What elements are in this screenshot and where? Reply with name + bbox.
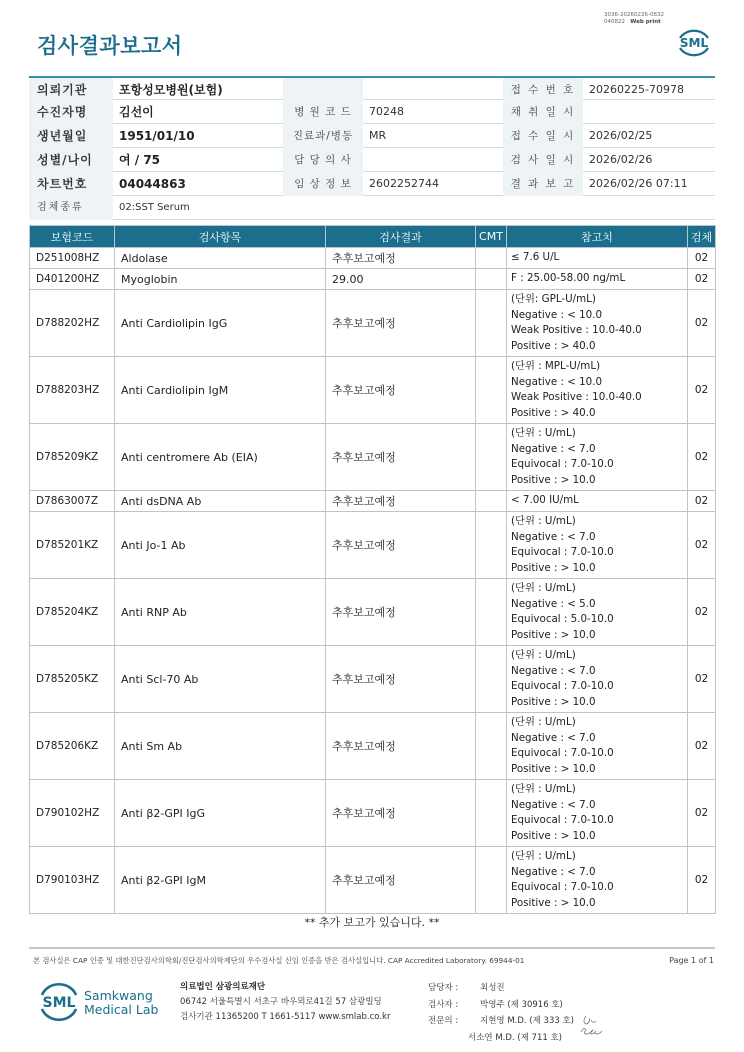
page-number: Page 1 of 1 [669,956,714,965]
test-name: Anti β2-GPI IgG [115,780,326,847]
test-name: Anti Scl-70 Ab [115,646,326,713]
comment [476,424,507,491]
info-value: 2026/02/25 [589,129,653,142]
col-header-cmt: CMT [476,226,507,248]
test-name: Anti RNP Ab [115,579,326,646]
reference-line: Negative : < 7.0 [511,798,596,811]
staff-entry [428,1013,574,1030]
insurance-code: D785206KZ [30,713,115,780]
reference-line: Positive : > 10.0 [511,896,596,909]
specimen-label: 검체종류 [29,196,113,220]
reference-line: Negative : < 5.0 [511,597,596,610]
comment [476,248,507,269]
specimen-code: 02 [688,357,716,424]
info-label: 차트번호 [29,172,113,196]
footer-divider [29,947,715,949]
reference-range [507,290,688,357]
reference-line: Weak Positive : 10.0-40.0 [511,391,642,403]
staff-role: 담당자 : [428,983,459,993]
reference-line: (단위 : U/mL) [511,850,576,862]
info-value: 70248 [369,105,404,118]
staff-name: 서소연 M.D. (제 711 호) [468,1032,563,1043]
org-contact: 검사기관 11365200 T 1661-5117 www.smlab.co.kr [180,1012,391,1022]
reference-line: Positive : > 10.0 [511,829,596,842]
col-header-reference: 참고치 [507,226,688,248]
insurance-code: D788202HZ [30,290,115,357]
info-label: 검 사 일 시 [503,148,583,172]
reference-line: Negative : < 7.0 [511,731,596,744]
insurance-code: D785201KZ [30,512,115,579]
test-result: 추후보고예정 [326,579,476,646]
info-label: 생년월일 [29,124,113,148]
insurance-code: D251008HZ [30,248,115,269]
reference-line: ≤ 7.6 U/L [511,251,560,264]
test-result: 추후보고예정 [326,248,476,269]
col-header-specimen: 검체 [688,226,716,248]
test-name: Anti dsDNA Ab [115,491,326,512]
reference-line: Equivocal : 7.0-10.0 [511,546,614,558]
staff-name: 박영주 (제 30916 호) [480,999,563,1010]
insurance-code: D790103HZ [30,847,115,914]
info-label: 진료과/병동 [283,124,363,148]
staff-role: 전문의 : [428,1016,459,1026]
reference-line: (단위 : U/mL) [511,783,576,795]
staff-name: 지현영 M.D. (제 333 호) [480,1016,575,1026]
table-row [30,248,716,269]
comment [476,491,507,512]
reference-line: Equivocal : 7.0-10.0 [511,680,614,692]
info-value [589,100,715,124]
reference-range [507,512,688,579]
info-value: 2026/02/26 [589,153,653,166]
specimen-code: 02 [688,491,716,512]
test-result: 추후보고예정 [326,357,476,424]
table-row [30,424,716,491]
comment [476,357,507,424]
doc-code-number: 040822 [604,19,625,25]
test-result: 추후보고예정 [326,713,476,780]
comment [476,512,507,579]
info-label: 결 과 보 고 [503,172,583,196]
info-label: 수진자명 [29,100,113,124]
info-label [283,78,363,102]
reference-range [507,248,688,269]
footer-brand [84,989,158,1017]
footer-organization [180,980,390,1025]
reference-range [507,424,688,491]
info-value: 2602252744 [369,177,439,190]
test-name: Anti Cardiolipin IgM [115,357,326,424]
col-header-result: 검사결과 [326,226,476,248]
info-label: 접 수 일 시 [503,124,583,148]
info-row [29,124,715,148]
insurance-code: D785204KZ [30,579,115,646]
reference-line: Positive : > 10.0 [511,628,596,641]
table-row [30,579,716,646]
comment [476,269,507,290]
reference-line: Negative : < 7.0 [511,442,596,455]
reference-line: Equivocal : 5.0-10.0 [511,613,614,625]
info-row [29,76,715,100]
table-row [30,847,716,914]
table-row [30,269,716,290]
info-value [369,78,499,102]
reference-line: (단위 : MPL-U/mL) [511,360,601,372]
test-name: Anti β2-GPI IgM [115,847,326,914]
info-label: 채 취 일 시 [503,100,583,124]
table-row [30,491,716,512]
signature-image [578,1010,610,1042]
info-label: 병 원 코 드 [283,100,363,124]
test-result: 추후보고예정 [326,646,476,713]
patient-info-table [29,76,715,220]
insurance-code: D785205KZ [30,646,115,713]
specimen-value: 02:SST Serum [119,202,190,213]
brand-line1: Samkwang [84,988,153,1003]
org-address: 06742 서울특별시 서초구 바우뫼로41길 57 삼광빌딩 [180,997,382,1007]
comment [476,847,507,914]
test-result: 추후보고예정 [326,780,476,847]
specimen-code: 02 [688,713,716,780]
info-value: MR [369,129,387,142]
reference-line: Equivocal : 7.0-10.0 [511,814,614,826]
table-row [30,290,716,357]
info-row [29,100,715,124]
test-result: 추후보고예정 [326,424,476,491]
brand-line2: Medical Lab [84,1002,159,1017]
specimen-row [29,196,715,220]
reference-line: (단위 : U/mL) [511,582,576,594]
staff-entry [428,997,574,1014]
info-row [29,172,715,196]
test-name: Myoglobin [115,269,326,290]
reference-line: (단위 : U/mL) [511,427,576,439]
reference-range [507,357,688,424]
doc-code-line1: 3036-20260226-0832 [604,12,664,18]
specimen-code: 02 [688,512,716,579]
specimen-code: 02 [688,290,716,357]
specimen-code: 02 [688,780,716,847]
reference-line: Equivocal : 7.0-10.0 [511,747,614,759]
reference-range [507,491,688,512]
info-value: 2026/02/26 07:11 [589,177,688,190]
info-label: 담 당 의 사 [283,148,363,172]
footer-staff [428,980,574,1046]
table-row [30,713,716,780]
test-result: 추후보고예정 [326,847,476,914]
test-name: Anti Sm Ab [115,713,326,780]
reference-line: (단위 : U/mL) [511,515,576,527]
col-header-code: 보험코드 [30,226,115,248]
reference-line: Negative : < 10.0 [511,308,603,321]
reference-range [507,847,688,914]
logo-text: SML [679,36,709,50]
reference-line: Positive : > 10.0 [511,695,596,708]
specimen-code: 02 [688,579,716,646]
comment [476,290,507,357]
test-result: 29.00 [326,269,476,290]
info-label: 성별/나이 [29,148,113,172]
staff-name: 최성진 [480,983,505,993]
info-row [29,148,715,172]
reference-line: < 7.00 IU/mL [511,494,579,507]
specimen-code: 02 [688,248,716,269]
reference-line: F : 25.00-58.00 ng/mL [511,272,626,285]
insurance-code: D790102HZ [30,780,115,847]
comment [476,780,507,847]
table-row [30,646,716,713]
specimen-code: 02 [688,424,716,491]
col-header-item: 검사항목 [115,226,326,248]
footer-logo-text: SML [42,995,76,1011]
comment [476,713,507,780]
reference-line: Negative : < 7.0 [511,530,596,543]
reference-line: Negative : < 7.0 [511,664,596,677]
reference-line: Weak Positive : 10.0-40.0 [511,324,642,336]
test-name: Anti Jo-1 Ab [115,512,326,579]
sml-logo [674,25,714,65]
reference-line: (단위 : U/mL) [511,716,576,728]
test-name: Anti Cardiolipin IgG [115,290,326,357]
info-label: 접 수 번 호 [503,78,583,102]
specimen-code: 02 [688,646,716,713]
test-name: Anti centromere Ab (EIA) [115,424,326,491]
info-value [369,148,499,172]
info-label: 의뢰기관 [29,78,113,102]
info-label: 임 상 정 보 [283,172,363,196]
info-value: 포항성모병원(보험) [119,83,223,97]
test-result: 추후보고예정 [326,491,476,512]
document-code [604,12,664,26]
page-title: 검사결과보고서 [37,34,183,58]
table-row [30,512,716,579]
reference-line: Equivocal : 7.0-10.0 [511,881,614,893]
org-name: 의료법인 삼광의료재단 [180,982,266,992]
reference-line: (단위 : U/mL) [511,649,576,661]
table-row [30,780,716,847]
additional-report-notice: ** 추가 보고가 있습니다. ** [304,916,440,929]
test-result: 추후보고예정 [326,290,476,357]
reference-range [507,780,688,847]
results-header-row [30,226,716,248]
footer-logo-icon [37,980,81,1028]
reference-line: Positive : > 40.0 [511,339,596,352]
reference-range [507,579,688,646]
test-name: Aldolase [115,248,326,269]
results-table [29,225,716,914]
info-value: 20260225-70978 [589,83,684,96]
staff-entry [428,1030,574,1047]
info-value: 여 / 75 [119,153,161,167]
info-value: 1951/01/10 [119,129,195,143]
staff-role: 검사자 : [428,999,459,1010]
staff-entry [428,980,574,997]
info-value: 김선이 [119,105,154,119]
reference-range [507,269,688,290]
specimen-code: 02 [688,847,716,914]
insurance-code: D7863007Z [30,491,115,512]
insurance-code: D785209KZ [30,424,115,491]
reference-line: (단위: GPL-U/mL) [511,293,596,305]
info-value: 04044863 [119,177,186,191]
comment [476,579,507,646]
reference-range [507,646,688,713]
insurance-code: D401200HZ [30,269,115,290]
table-row [30,357,716,424]
test-result: 추후보고예정 [326,512,476,579]
web-print-label: Web print [630,19,661,25]
reference-line: Positive : > 10.0 [511,473,596,486]
reference-line: Positive : > 10.0 [511,561,596,574]
specimen-code: 02 [688,269,716,290]
reference-line: Equivocal : 7.0-10.0 [511,458,614,470]
cap-accreditation-text: 본 검사실은 CAP 인증 및 대한진단검사의학회/진단검사의학재단의 우수검사실 신임 인증을 받은 검사실입니다. CAP Accredited Laboratory. 69944-01 [33,956,525,965]
reference-line: Negative : < 10.0 [511,375,603,388]
reference-line: Positive : > 10.0 [511,762,596,775]
reference-line: Negative : < 7.0 [511,865,596,878]
insurance-code: D788203HZ [30,357,115,424]
reference-range [507,713,688,780]
reference-line: Positive : > 40.0 [511,406,596,419]
comment [476,646,507,713]
